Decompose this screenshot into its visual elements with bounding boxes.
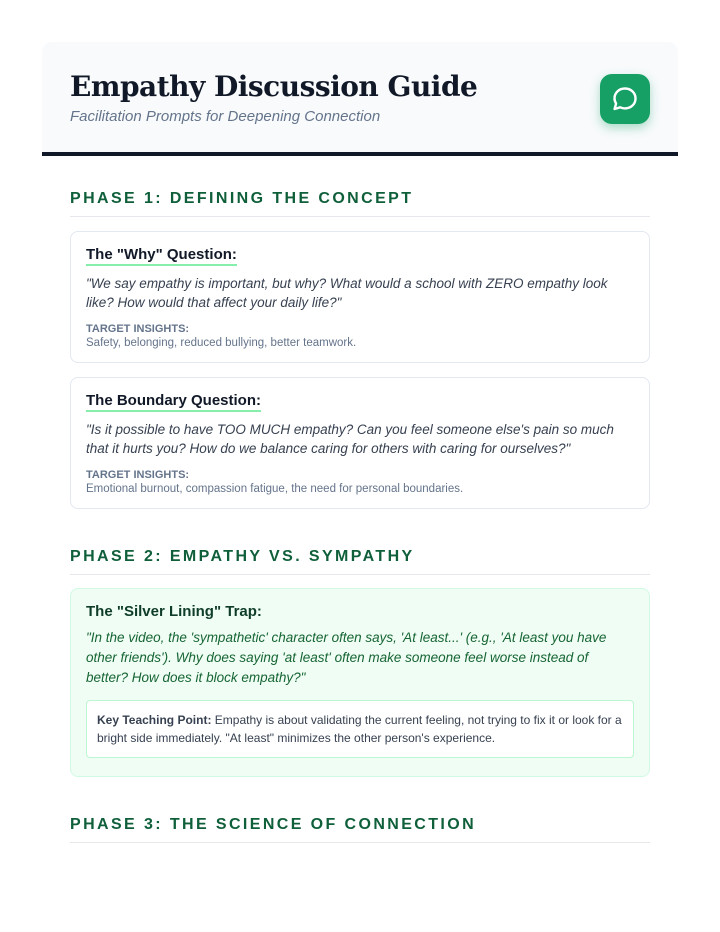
insight-text: Emotional burnout, compassion fatigue, the need for personal boundaries.: [86, 483, 464, 495]
teaching-text: Empathy is about validating the current feeling, not trying to fix it or look for a bright side immediately. "At least" minimizes the other person's experience.: [97, 713, 622, 745]
insight-text: Safety, belonging, reduced bullying, better teamwork.: [86, 337, 357, 349]
insight-label: TARGET INSIGHTS:: [86, 469, 190, 481]
chat-bubble-icon: [610, 84, 640, 114]
card-title: The Boundary Question:: [86, 392, 261, 412]
card-quote: "Is it possible to have TOO MUCH empathy? Can you feel someone else's pain so much that it hurts you? How do we balance caring for others with caring for ourselves?": [86, 422, 614, 456]
page-subtitle: Facilitation Prompts for Deepening Connection: [70, 108, 381, 125]
question-card-boundary: [70, 377, 650, 509]
teaching-label: Key Teaching Point:: [97, 713, 215, 727]
insight-label: TARGET INSIGHTS:: [86, 323, 190, 335]
feature-quote: "In the video, the 'sympathetic' character often says, 'At least...' (e.g., 'At least you have other friends'). Why does saying 'at least' often make someone feel worse instead of better? How does it block empathy?": [86, 630, 607, 685]
page-header: [42, 42, 678, 156]
phase-1-heading: PHASE 1: DEFINING THE CONCEPT: [70, 190, 650, 217]
chat-logo: [600, 74, 650, 124]
card-quote: "We say empathy is important, but why? What would a school with ZERO empathy look like? How would that affect your daily life?": [86, 276, 608, 310]
feature-card-silver-lining: [70, 588, 650, 777]
page-title: Empathy Discussion Guide: [70, 70, 478, 103]
question-card-why: [70, 231, 650, 363]
phase-3-heading: PHASE 3: THE SCIENCE OF CONNECTION: [70, 816, 650, 843]
teaching-point-box: [86, 700, 634, 758]
card-title: The "Why" Question:: [86, 246, 237, 266]
phase-2-heading: PHASE 2: EMPATHY VS. SYMPATHY: [70, 548, 650, 575]
feature-title: The "Silver Lining" Trap:: [86, 603, 262, 620]
